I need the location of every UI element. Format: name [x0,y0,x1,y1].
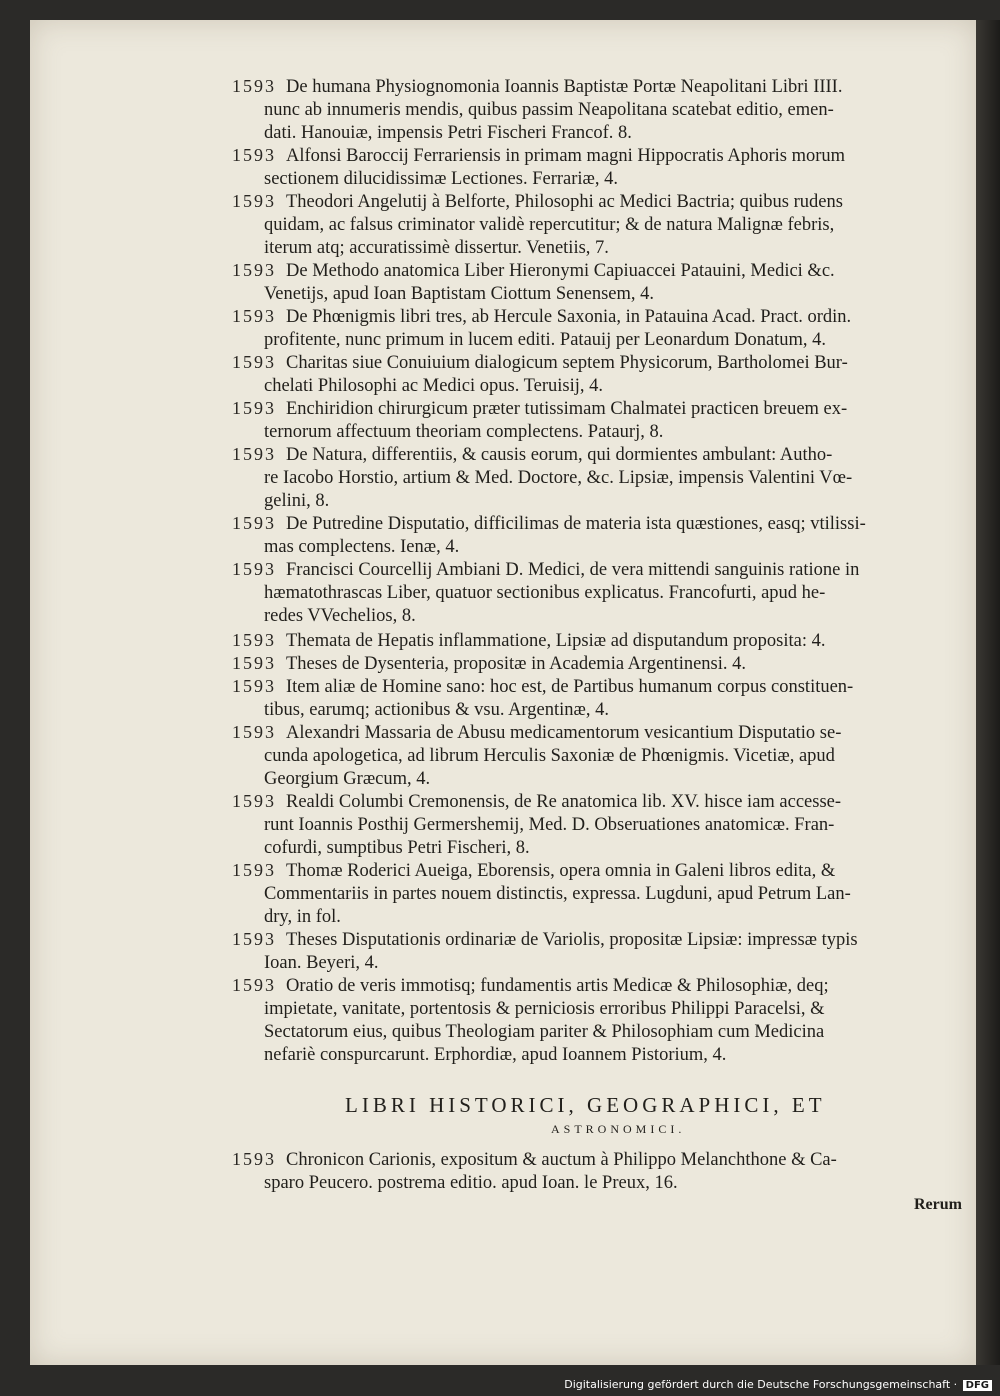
entry-text [264,676,976,722]
entry-text [264,76,976,145]
section-subtitle: ASTRONOMICI. [551,1122,686,1136]
entry-year: 1593 [232,76,276,96]
entry-year: 1593 [232,860,276,880]
entry-text [264,1149,976,1195]
entry-text [264,352,976,398]
entry-line: ternorum affectuum theoriam complectens. Pataurj, 8. [264,422,664,442]
entry-text [264,860,976,929]
catchword: Rerum [914,1196,962,1213]
entry-line: cunda apologetica, ad librum Herculis Saxoniæ de Phœnigmis. Vicetiæ, apud [264,746,835,766]
entry-text [264,260,976,306]
entry-year: 1593 [232,444,276,464]
entry-year: 1593 [232,653,276,673]
entry-line: cofurdi, sumptibus Petri Fischeri, 8. [264,838,530,858]
entry-line: Alexandri Massaria de Abusu medicamentorum vesicantium Disputatio se- [286,723,842,743]
entry-line: hæmatothrascas Liber, quatuor sectionibus explicatus. Francofurti, apud he- [264,583,826,603]
entry-line: Themata de Hepatis inflammatione, Lipsiæ ad disputandum proposita: 4. [286,631,826,651]
entry-year: 1593 [232,1149,276,1169]
entry-text [264,513,976,559]
entry-line: gelini, 8. [264,491,330,511]
entry-line: Francisci Courcellij Ambiani D. Medici, de vera mittendi sanguinis ratione in [286,560,860,580]
entry-year: 1593 [232,630,276,650]
entry-line: Theses de Dysenteria, propositæ in Academia Argentinensi. 4. [286,654,747,674]
section-title: LIBRI HISTORICI, GEOGRAPHICI, ET [345,1093,826,1117]
entry-line: De humana Physiognomonia Ioannis Baptistæ Portæ Neapolitani Libri IIII. [286,77,843,97]
entry-line: De Phœnigmis libri tres, ab Hercule Saxonia, in Patauina Acad. Pract. ordin. [286,307,852,327]
entry-text [264,975,976,1067]
entry-line: re Iacobo Horstio, artium & Med. Doctore, &c. Lipsiæ, impensis Valentini Vœ- [264,468,853,488]
entry-year: 1593 [232,791,276,811]
entry-year: 1593 [232,352,276,372]
entry-line: Sectatorum eius, quibus Theologiam pariter & Philosophiam cum Medicina [264,1022,825,1042]
entry-line: Ioan. Beyeri, 4. [264,953,379,973]
entry-line: nefariè conspurcarunt. Erphordiæ, apud Ioannem Pistorium, 4. [264,1045,727,1065]
entry-line: Theses Disputationis ordinariæ de Variolis, propositæ Lipsiæ: impressæ typis [286,930,858,950]
entry-year: 1593 [232,191,276,211]
entry-text [286,630,976,653]
footer-text: Digitalisierung gefördert durch die Deutsche Forschungsgemeinschaft · [564,1378,958,1391]
entry-text [264,306,976,352]
entry-line: Theodori Angelutij à Belforte, Philosophi ac Medici Bactria; quibus rudens [286,192,843,212]
entry-line: dry, in fol. [264,907,341,927]
entry-line: Charitas siue Conuiuium dialogicum septem Physicorum, Bartholomei Bur- [286,353,848,373]
entry-line: tibus, earumq; actionibus & vsu. Argentinæ, 4. [264,700,609,720]
entry-line: mas complectens. Ienæ, 4. [264,537,460,557]
entry-line: Commentariis in partes nouem distinctis, expressa. Lugduni, apud Petrum Lan- [264,884,851,904]
entry-year: 1593 [232,722,276,742]
entry-text [264,929,976,975]
entry-year: 1593 [232,975,276,995]
entry-year: 1593 [232,559,276,579]
entry-line: quidam, ac falsus criminator validè repercutitur; & de natura Malignæ febris, [264,215,835,235]
entry-text [264,191,976,260]
entry-line: Georgium Græcum, 4. [264,769,431,789]
entry-line: De Putredine Disputatio, difficilimas de materia ista quæstiones, easq; vtilissi- [286,514,866,534]
entry-line: Oratio de veris immotisq; fundamentis artis Medicæ & Philosophiæ, deq; [286,976,829,996]
entry-text [264,398,976,444]
entry-line: sparo Peucero. postrema editio. apud Ioan. le Preux, 16. [264,1173,678,1193]
entry-line: dati. Hanouiæ, impensis Petri Fischeri Francof. 8. [264,123,632,143]
entry-year: 1593 [232,929,276,949]
entry-line: De Natura, differentiis, & causis eorum, qui dormientes ambulant: Autho- [286,445,833,465]
entry-text [264,722,976,791]
entry-line: sectionem dilucidissimæ Lectiones. Ferrariæ, 4. [264,169,619,189]
entry-line: redes VVechelios, 8. [264,606,416,626]
entry-year: 1593 [232,260,276,280]
entry-line: Venetijs, apud Ioan Baptistam Ciottum Senensem, 4. [264,284,654,304]
entry-line: runt Ioannis Posthij Germershemij, Med. D. Obseruationes anatomicæ. Fran- [264,815,835,835]
entry-line: Item aliæ de Homine sano: hoc est, de Partibus humanum corpus constituen- [286,677,854,697]
entry-text [264,559,976,628]
entry-line: iterum atq; accuratissimè dissertur. Venetiis, 7. [264,238,609,258]
page-edge [976,20,1000,1365]
entry-year: 1593 [232,398,276,418]
entry-line: Thomæ Roderici Aueiga, Eborensis, opera omnia in Galeni libros edita, & [286,861,836,881]
entry-line: chelati Philosophi ac Medici opus. Teruisij, 4. [264,376,604,396]
entry-text [264,444,976,513]
entry-line: Chronicon Carionis, expositum & auctum à Philippo Melanchthone & Ca- [286,1150,837,1170]
entry-year: 1593 [232,306,276,326]
entry-year: 1593 [232,676,276,696]
entry-year: 1593 [232,145,276,165]
entry-line: De Methodo anatomica Liber Hieronymi Capiuaccei Patauini, Medici &c. [286,261,835,281]
entry-text [264,791,976,860]
entry-text [286,653,976,676]
entry-text [264,145,976,191]
entry-line: Realdi Columbi Cremonensis, de Re anatomica lib. XV. hisce iam accesse- [286,792,842,812]
entry-line: nunc ab innumeris mendis, quibus passim Neapolitana scatebat editio, emen- [264,100,834,120]
entry-year: 1593 [232,513,276,533]
book-page [30,20,976,1365]
footer-credit [564,1378,992,1391]
entry-line: profitente, nunc primum in lucem editi. Patauij per Leonardum Donatum, 4. [264,330,827,350]
entry-line: impietate, vanitate, portentosis & perniciosis erroribus Philippi Paracelsi, & [264,999,825,1019]
entry-line: Alfonsi Baroccij Ferrariensis in primam magni Hippocratis Aphoris morum [286,146,846,166]
entry-line: Enchiridion chirurgicum præter tutissimam Chalmatei practicen breuem ex- [286,399,848,419]
dfg-logo: DFG [963,1380,992,1391]
